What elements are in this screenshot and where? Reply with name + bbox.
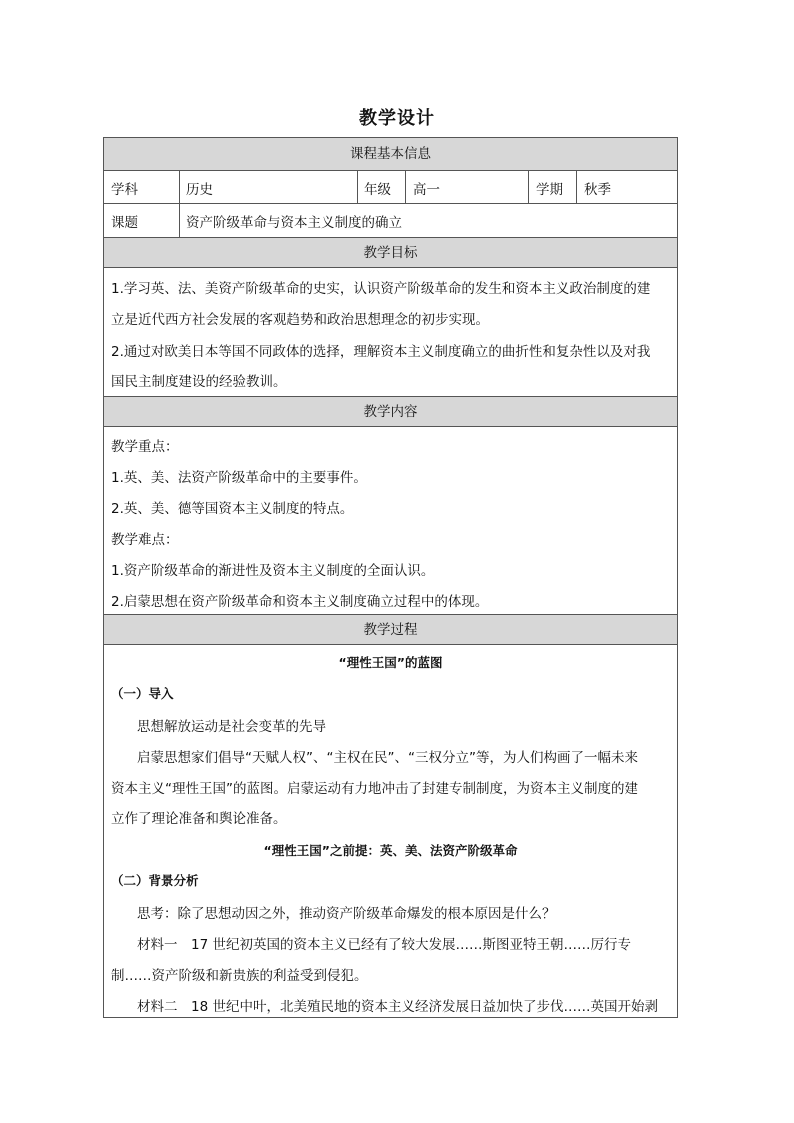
step-heading: （二）背景分析 <box>111 873 199 888</box>
paragraph-line: 资本主义“理性王国”的蓝图。启蒙运动有力地冲击了封建专制制度，为资本主义制度的建 <box>111 781 638 797</box>
subject-value: 历史 <box>186 182 213 198</box>
goal-line: 1.学习英、法、美资产阶级革命的史实，认识资产阶级革命的发生和资本主义政治制度的建 <box>111 281 651 297</box>
paragraph-line: 思想解放运动是社会变革的先导 <box>137 719 326 735</box>
section-header-process: 教学过程 <box>104 614 677 645</box>
paragraph-line: 思考：除了思想动因之外，推动资产阶级革命爆发的根本原因是什么？ <box>137 906 556 922</box>
column-divider <box>576 171 577 203</box>
goal-line: 2.通过对欧美日本等国不同政体的选择，理解资本主义制度确立的曲折性和复杂性以及对我 <box>111 344 651 360</box>
lesson-plan-table <box>103 137 678 1018</box>
focus-title: 教学重点： <box>111 439 179 455</box>
subheading: “理性王国”之前提：英、美、法资产阶级革命 <box>263 843 518 858</box>
column-divider <box>405 171 406 203</box>
paragraph-line: 启蒙思想家们倡导“天赋人权”、“主权在民”、“三权分立”等，为人们构画了一幅未来 <box>137 750 638 766</box>
subheading: “理性王国”的蓝图 <box>338 655 443 670</box>
focus-item: 1.英、美、法资产阶级革命中的主要事件。 <box>111 470 367 486</box>
grade-value: 高一 <box>413 182 440 198</box>
page-title: 教学设计 <box>359 108 435 129</box>
focus-item: 2.英、美、德等国资本主义制度的特点。 <box>111 501 354 517</box>
difficulty-item: 1.资产阶级革命的渐进性及资本主义制度的全面认识。 <box>111 563 435 579</box>
paragraph-line: 材料二 18 世纪中叶，北美殖民地的资本主义经济发展日益加快了步伐……英国开始剥 <box>137 999 658 1015</box>
section-header-content: 教学内容 <box>104 396 677 427</box>
topic-value: 资产阶级革命与资本主义制度的确立 <box>186 215 402 231</box>
topic-label: 课题 <box>111 215 138 231</box>
paragraph-line: 制……资产阶级和新贵族的利益受到侵犯。 <box>111 968 368 984</box>
column-divider <box>357 171 358 203</box>
section-header-basic-info: 课程基本信息 <box>104 138 677 171</box>
difficulty-item: 2.启蒙思想在资产阶级革命和资本主义制度确立过程中的体现。 <box>111 594 489 610</box>
goal-line: 立是近代西方社会发展的客观趋势和政治思想理念的初步实现。 <box>111 312 489 328</box>
goal-line: 国民主制度建设的经验教训。 <box>111 374 287 390</box>
paragraph-line: 立作了理论准备和舆论准备。 <box>111 811 287 827</box>
section-header-goals: 教学目标 <box>104 237 677 268</box>
paragraph-line: 材料一 17 世纪初英国的资本主义已经有了较大发展……斯图亚特王朝……厉行专 <box>137 937 631 953</box>
column-divider <box>179 171 180 237</box>
step-heading: （一）导入 <box>111 686 174 701</box>
row-divider <box>104 203 677 204</box>
column-divider <box>528 171 529 203</box>
term-label: 学期 <box>536 182 563 198</box>
term-value: 秋季 <box>584 182 611 198</box>
grade-label: 年级 <box>364 182 391 198</box>
subject-label: 学科 <box>111 182 138 198</box>
difficulty-title: 教学难点： <box>111 532 179 548</box>
